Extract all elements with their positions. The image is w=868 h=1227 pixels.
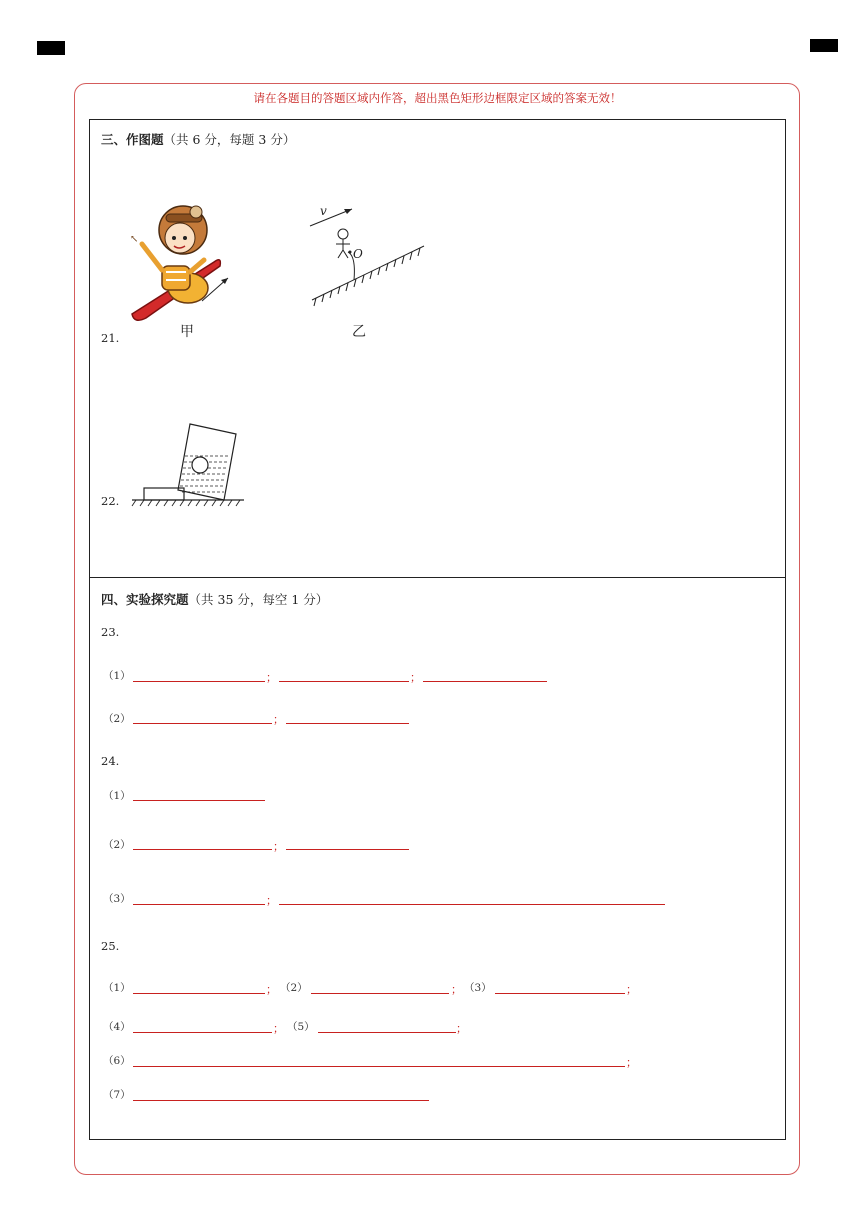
separator: ；: [273, 840, 284, 853]
stick-figure: [336, 229, 354, 280]
q25-part-6-blank[interactable]: [133, 1066, 625, 1067]
q23-part-2-label: （2）: [103, 713, 131, 725]
question-24-number: 24.: [101, 754, 120, 768]
answer-area-warning: 请在各题目的答题区域内作答，超出黑色矩形边框限定区域的答案无效！: [253, 91, 622, 105]
q24-part-2-blank-1[interactable]: [133, 849, 272, 850]
separator: ；: [410, 671, 421, 684]
q23-part-1-blank-3[interactable]: [423, 681, 547, 682]
section-3-title-bold: 三、作图题: [101, 132, 164, 147]
q23-part-1-blank-1[interactable]: [133, 681, 265, 682]
separator: ；: [626, 983, 637, 996]
figure-jia-label: 甲: [180, 324, 194, 340]
q25-part-1-blank[interactable]: [133, 993, 265, 994]
q25-part-4-label: （4）: [103, 1021, 131, 1033]
alignment-marker-right: [810, 39, 838, 52]
figure-yi-label: 乙: [352, 324, 366, 340]
q25-part-7-label: （7）: [103, 1089, 131, 1101]
q23-part-1-label: （1）: [103, 670, 131, 682]
floating-ball: [192, 457, 208, 473]
question-22-number: 22.: [101, 494, 120, 508]
separator: ；: [266, 894, 277, 907]
q25-part-3-blank[interactable]: [495, 993, 625, 994]
separator: ；: [456, 1022, 467, 1035]
question-23-number: 23.: [101, 625, 120, 639]
separator: ；: [266, 671, 277, 684]
q25-part-5-label: （5）: [287, 1021, 315, 1033]
alignment-marker-left: [37, 41, 65, 55]
q23-part-2-blank-1[interactable]: [133, 723, 272, 724]
section-4-title-note: （共 35 分，每空 1 分）: [188, 592, 329, 607]
svg-text:↖: ↖: [130, 234, 139, 245]
q25-part-7-blank[interactable]: [133, 1100, 429, 1101]
q25-part-6-label: （6）: [103, 1055, 131, 1067]
section-3-title-note: （共 6 分，每题 3 分）: [163, 132, 296, 147]
q24-part-2-blank-2[interactable]: [286, 849, 409, 850]
q25-part-2-label: （2）: [280, 982, 308, 994]
separator: ；: [273, 713, 284, 726]
separator: ；: [626, 1056, 637, 1069]
point-o-symbol: O: [353, 247, 363, 261]
section-3-title: [101, 130, 295, 148]
q24-part-3-label: （3）: [103, 893, 131, 905]
q24-part-1-blank-1[interactable]: [133, 800, 265, 801]
q24-part-3-blank-2[interactable]: [279, 904, 665, 905]
section-4-title-bold: 四、实验探究题: [101, 592, 189, 607]
q24-part-2-label: （2）: [103, 839, 131, 851]
boarder-head: [159, 206, 207, 254]
velocity-symbol: v: [320, 204, 327, 218]
figure-22-tilted-container: [128, 420, 248, 510]
separator: ；: [273, 1022, 284, 1035]
question-21-number: 21.: [101, 331, 120, 345]
q25-part-4-blank[interactable]: [133, 1032, 272, 1033]
q24-part-1-label: （1）: [103, 790, 131, 802]
q25-part-2-blank[interactable]: [311, 993, 449, 994]
q25-part-1-label: （1）: [103, 982, 131, 994]
question-25-number: 25.: [101, 939, 120, 953]
q23-part-1-blank-2[interactable]: [279, 681, 409, 682]
q25-part-3-label: （3）: [464, 982, 492, 994]
q25-part-5-blank[interactable]: [318, 1032, 456, 1033]
separator: ；: [451, 983, 462, 996]
q24-part-3-blank-1[interactable]: [133, 904, 265, 905]
figure-jia-snowboarder: [128, 196, 248, 346]
separator: ；: [266, 983, 277, 996]
q23-part-2-blank-2[interactable]: [286, 723, 409, 724]
figure-yi-slope-diagram: [300, 196, 430, 346]
incline-surface: [312, 246, 424, 306]
section-4-box: [89, 577, 786, 1140]
section-4-title: [101, 590, 328, 608]
